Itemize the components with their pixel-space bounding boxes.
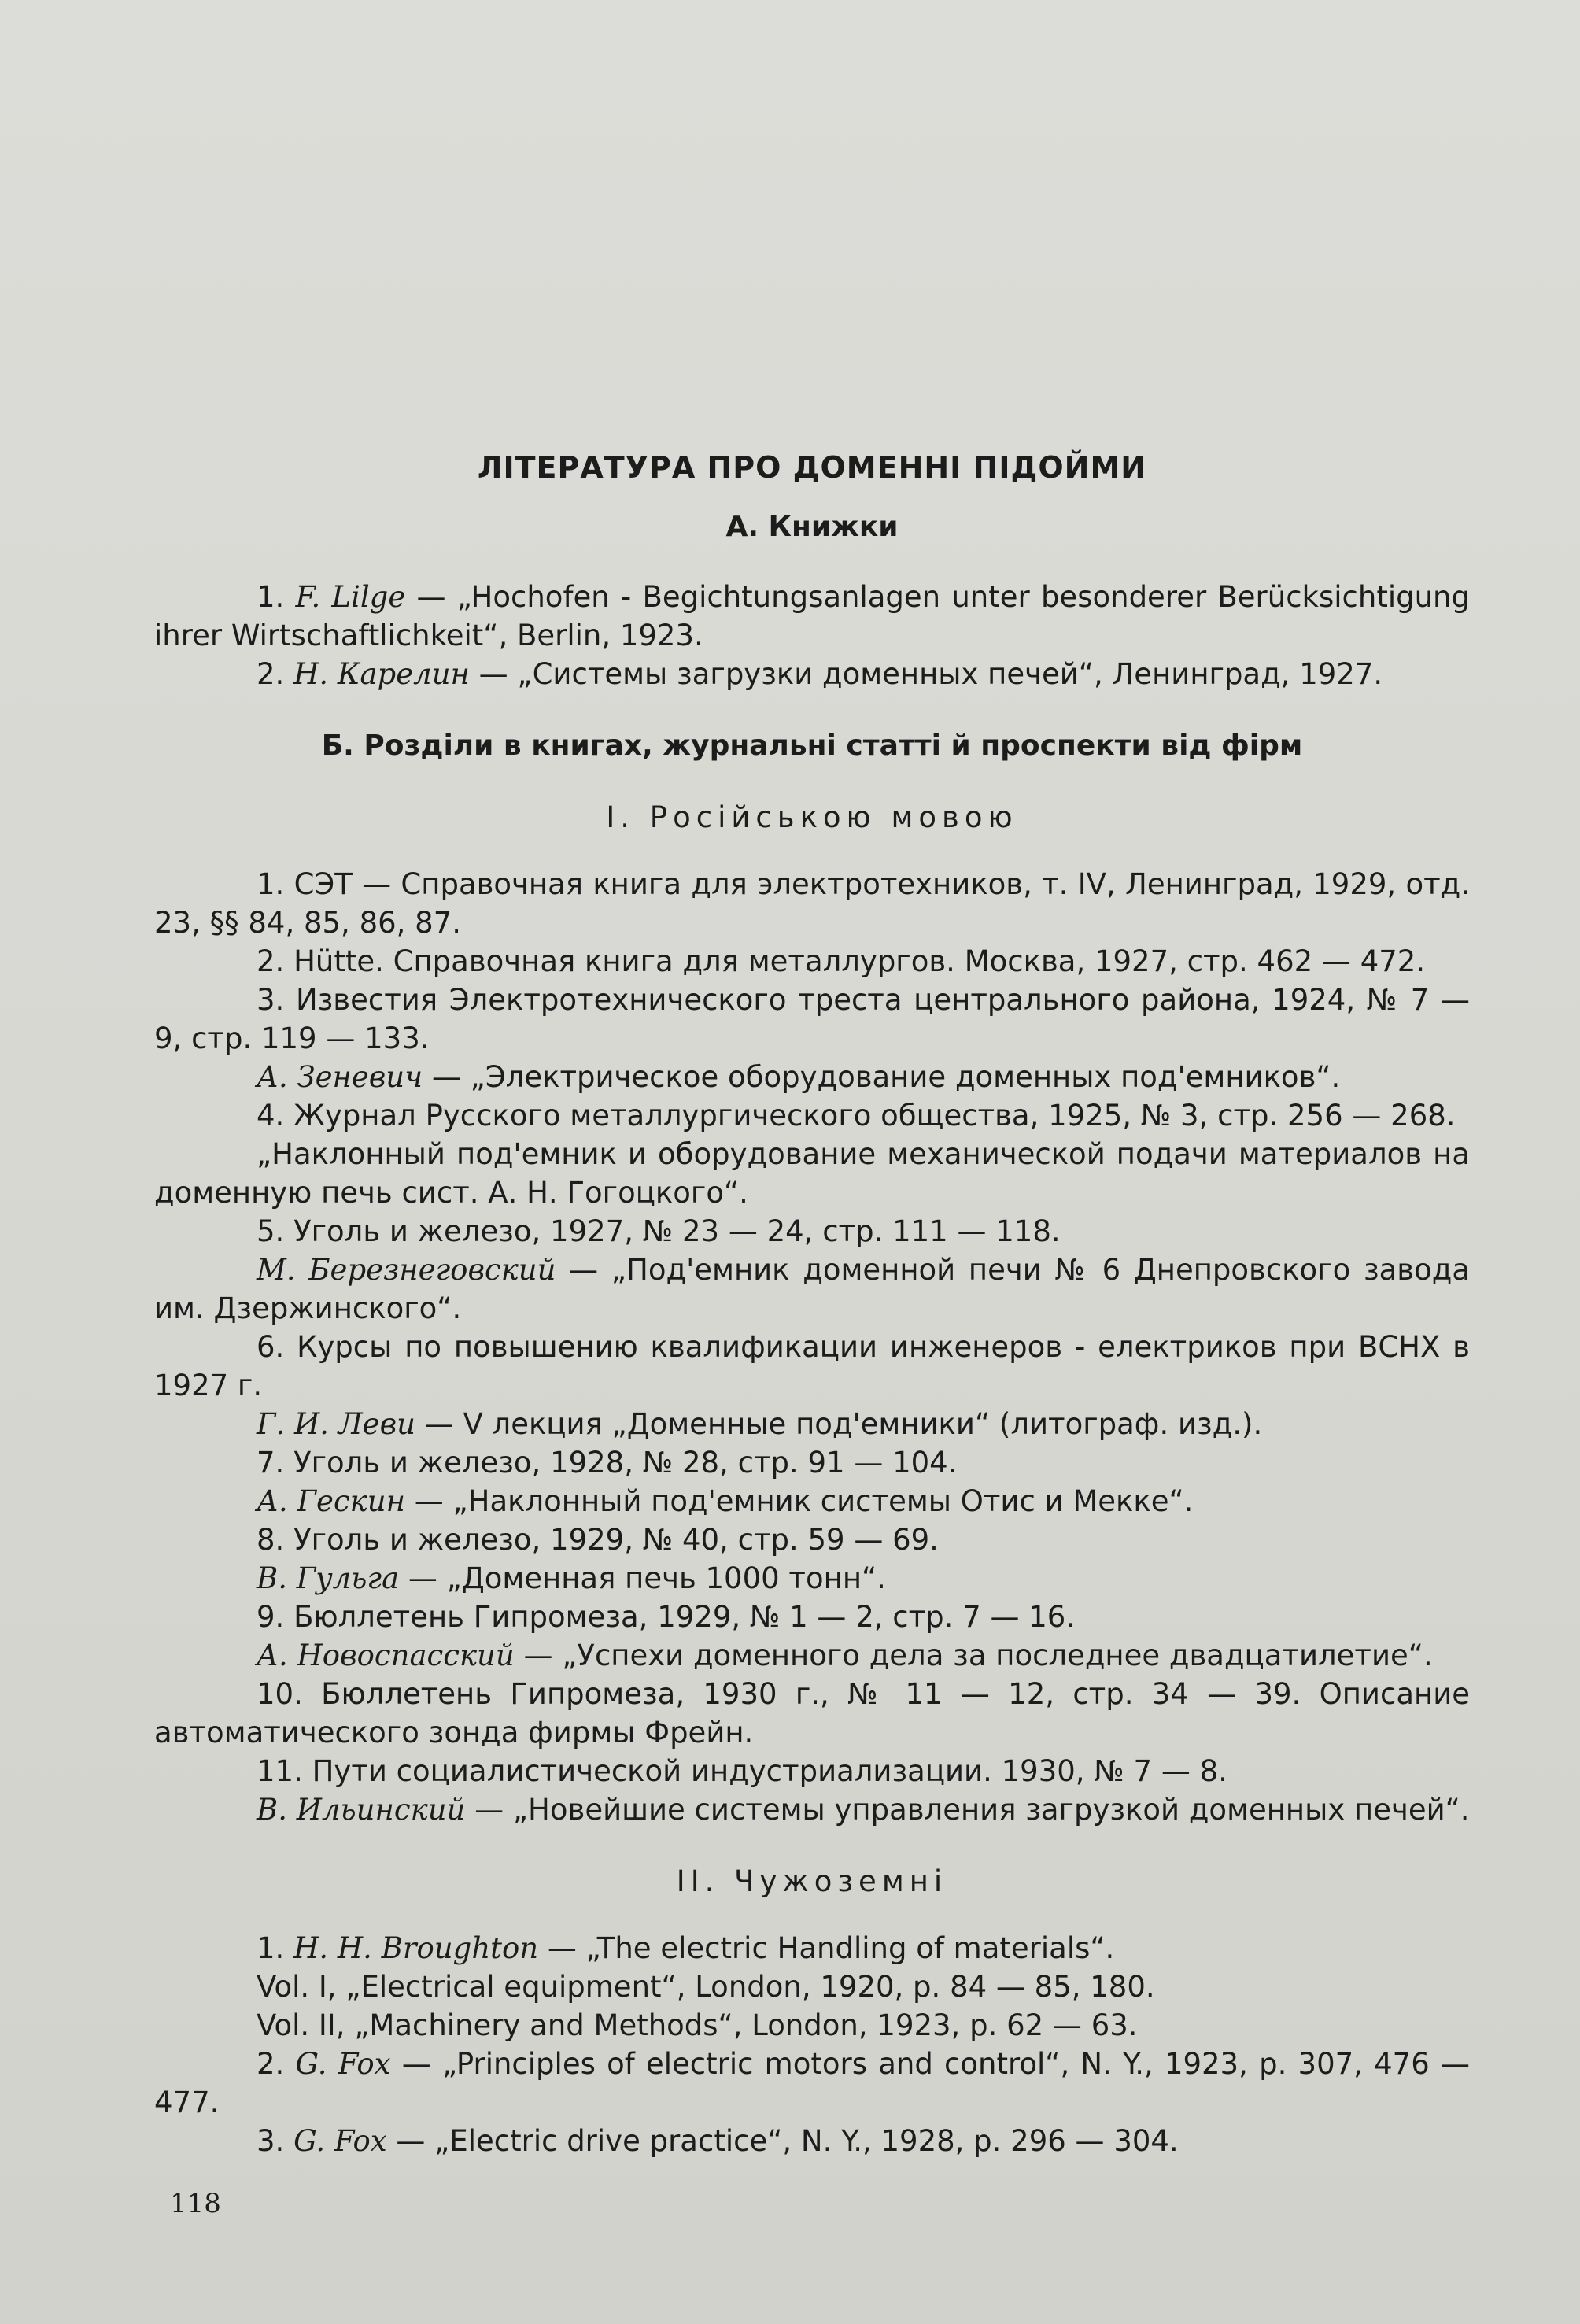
bib-entry: 1. СЭТ — Справочная книга для электротехников, т. IV, Ленинград, 1929, отд. 23, §§ 84, 85, 86, 87. <box>154 867 1470 940</box>
author: G. Fox <box>295 2047 391 2081</box>
bib-entry: 7. Уголь и железо, 1928, № 28, стр. 91 — 104. <box>257 1446 958 1480</box>
bib-entry: 10. Бюллетень Гипромеза, 1930 г., № 11 — 12, стр. 34 — 39. Описание автоматического зонда фирмы Фрейн. <box>154 1677 1470 1749</box>
page-number: 118 <box>170 2188 221 2219</box>
author: F. Lilge <box>295 580 406 614</box>
author: А. Новоспасский <box>257 1639 515 1672</box>
author: М. Березнеговский <box>257 1253 556 1287</box>
subsection-russian-heading: І. Російською мовою <box>606 800 1018 834</box>
bib-entry: 4. Журнал Русского металлургического общества, 1925, № 3, стр. 256 — 268. <box>257 1099 1456 1132</box>
author: В. Ильинский <box>257 1793 466 1827</box>
bib-article: В. Ильинский — „Новейшие системы управления загрузкой доменных печей“. <box>257 1793 1470 1827</box>
bib-entry: 2. Н. Карелин — „Системы загрузки доменных печей“, Ленинград, 1927. <box>257 657 1383 691</box>
bib-entry: 11. Пути социалистической индустриализации. 1930, № 7 — 8. <box>257 1754 1227 1788</box>
author: А. Гескин <box>257 1484 405 1518</box>
bib-volume: Vol. II, „Machinery and Methods“, London, 1923, p. 62 — 63. <box>257 2008 1138 2042</box>
author: Г. И. Леви <box>257 1407 415 1441</box>
bib-entry: 5. Уголь и железо, 1927, № 23 — 24, стр. 111 — 118. <box>257 1214 1061 1248</box>
bib-entry: 2. G. Fox — „Principles of electric motors and control“, N. Y., 1923, p. 307, 476 — 477. <box>154 2047 1470 2119</box>
bib-entry: 6. Курсы по повышению квалификации инженеров - електриков при ВСНХ в 1927 г. <box>154 1330 1470 1402</box>
bib-article: „Наклонный под'емник и оборудование механической подачи материалов на доменную печь сист. А. Н. Гогоцкого“. <box>154 1137 1470 1210</box>
bib-entry: 2. Hütte. Справочная книга для металлургов. Москва, 1927, стр. 462 — 472. <box>257 944 1426 978</box>
bib-entry: 3. G. Fox — „Electric drive practice“, N. Y., 1928, p. 296 — 304. <box>257 2124 1179 2158</box>
bib-article: В. Гульга — „Доменная печь 1000 тонн“. <box>257 1561 886 1595</box>
bib-article: М. Березнеговский — „Под'емник доменной печи № 6 Днепровского завода им. Дзержинского“. <box>154 1253 1471 1325</box>
bib-article: А. Зеневич — „Электрическое оборудование доменных под'емников“. <box>257 1060 1341 1094</box>
bib-article: А. Новоспасский — „Успехи доменного дела за последнее двадцатилетие“. <box>257 1639 1433 1672</box>
section-b-heading: Б. Розділи в книгах, журнальні статті й проспекти від фірм <box>321 730 1303 762</box>
bib-entry: 1. H. H. Broughton — „The electric Handling of materials“. <box>257 1931 1115 1965</box>
bib-entry: 8. Уголь и железо, 1929, № 40, стр. 59 — 69. <box>257 1523 939 1557</box>
bib-entry: 1. F. Lilge — „Hochofen - Begichtungsanlagen unter besonderer Berücksichtigung ihrer Wirtschaftlichkeit“, Berlin, 1923. <box>154 580 1470 652</box>
page-title: ЛІТЕРАТУРА ПРО ДОМЕННІ ПІДОЙМИ <box>477 450 1147 485</box>
section-a-heading: А. Книжки <box>725 511 899 543</box>
subsection-foreign-heading: ІІ. Чужоземні <box>676 1864 948 1898</box>
bib-article: А. Гескин — „Наклонный под'емник системы Отис и Мекке“. <box>257 1484 1194 1518</box>
bib-entry: 3. Известия Электротехнического треста центрального района, 1924, № 7 — 9, стр. 119 — 133. <box>154 983 1470 1055</box>
author: G. Fox <box>293 2124 387 2158</box>
author: H. H. Broughton <box>293 1931 539 1965</box>
document-body <box>154 449 1470 2160</box>
bib-volume: Vol. I, „Electrical equipment“, London, 1920, p. 84 — 85, 180. <box>257 1970 1155 2004</box>
bib-article: Г. И. Леви — V лекция „Доменные под'емники“ (литограф. изд.). <box>257 1407 1263 1441</box>
author: А. Зеневич <box>257 1060 423 1094</box>
author: В. Гульга <box>257 1561 400 1595</box>
author: Н. Карелин <box>293 657 470 691</box>
bib-entry: 9. Бюллетень Гипромеза, 1929, № 1 — 2, стр. 7 — 16. <box>257 1600 1076 1634</box>
